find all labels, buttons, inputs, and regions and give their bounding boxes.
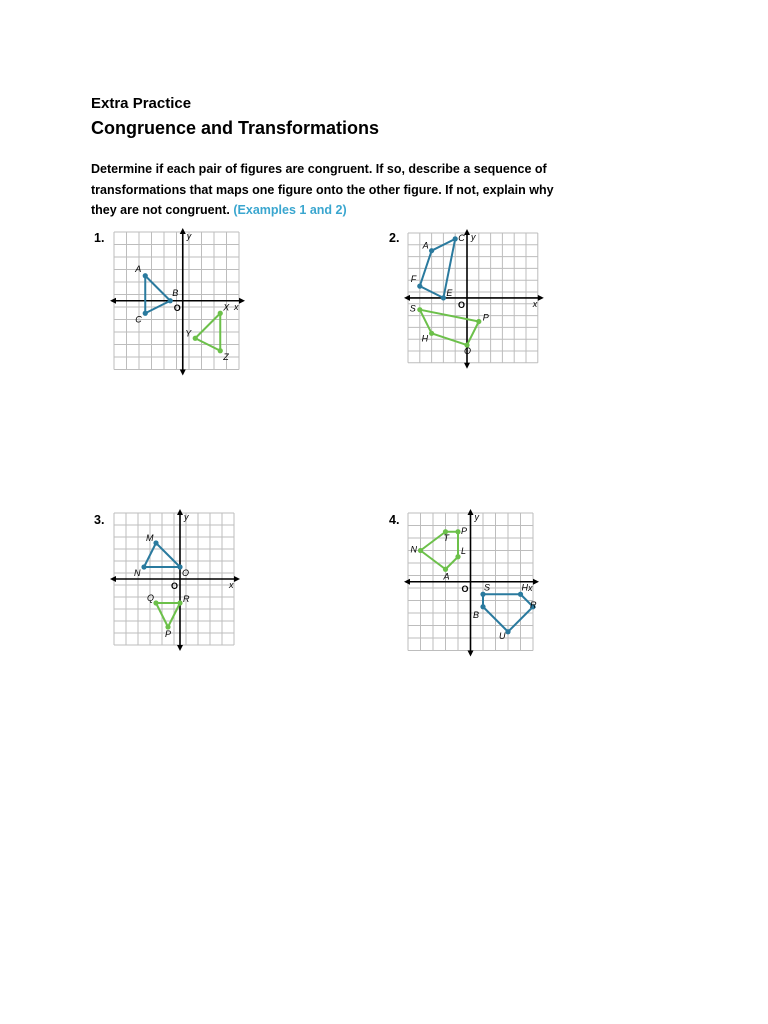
problem-3-number: 3. [94,513,105,527]
vertex-label-L: L [461,545,467,556]
vertex-B [480,604,485,609]
vertex-label-O: O [182,568,190,578]
vertex-label-A: A [422,240,429,251]
y-axis-arrow-down [177,645,183,651]
vertex-label-R: R [530,599,537,610]
vertex-label-P: P [482,312,489,323]
vertex-A [143,273,148,278]
x-axis-label: x [229,580,234,590]
x-axis-arrow-left [110,576,116,582]
vertex-Y [193,336,198,341]
vertex-label-M: M [146,533,154,543]
x-axis-arrow-right [234,576,240,582]
problem-1-graph [108,225,248,365]
vertex-label-N: N [134,568,141,578]
y-axis-label: y [474,512,479,522]
vertex-M [153,540,158,545]
vertex-H [429,331,434,336]
vertex-label-Z: Z [223,351,229,362]
problem-1-number: 1. [94,231,105,245]
x-axis-label: x [532,298,538,309]
vertex-label-H: H [521,582,528,593]
x-axis-arrow-right [538,295,544,301]
vertex-label-Y: Y [185,328,192,339]
y-axis-arrow-up [180,228,186,234]
vertex-label-F: F [410,274,417,285]
y-axis-arrow-up [464,229,470,235]
x-axis-arrow-left [404,579,410,585]
x-axis-arrow-right [533,579,539,585]
y-axis-label: y [186,231,192,241]
x-axis-arrow-left [110,298,116,304]
figure-green [156,603,180,627]
vertex-label-N: N [410,544,417,555]
instructions [91,159,561,221]
vertex-P [476,319,481,324]
vertex-label-X: X [223,302,230,313]
subtitle: Extra Practice [91,95,192,112]
origin-label: O [173,302,181,313]
x-axis-arrow-right [239,298,245,304]
vertex-E [441,295,446,300]
page-title: Congruence and Transformations [91,118,380,138]
vertex-label-U: U [499,630,506,641]
vertex-A [429,248,434,253]
vertex-R [177,600,182,605]
examples-reference: (Examples 1 and 2) [233,203,347,217]
vertex-label-S: S [409,303,416,314]
problem-2-graph [402,225,542,365]
y-axis-label: y [184,512,189,522]
vertex-label-O: O [464,346,472,357]
vertex-B [168,298,173,303]
y-axis-arrow-up [468,509,474,515]
vertex-P [455,529,460,534]
vertex-Z [218,348,223,353]
y-axis-arrow-down [180,370,186,376]
y-axis-arrow-down [468,651,474,657]
vertex-label-B: B [473,609,480,620]
vertex-label-R: R [183,594,190,604]
y-axis-label: y [471,232,476,242]
origin-label: O [461,583,469,594]
problem-4-number: 4. [389,513,400,527]
vertex-label-C: C [458,232,465,243]
vertex-S [480,592,485,597]
y-axis-arrow-up [177,509,183,515]
vertex-X [218,311,223,316]
x-axis-label: x [234,301,239,312]
x-axis-label: x [528,582,533,593]
vertex-label-T: T [443,532,449,543]
vertex-label-E: E [446,287,453,298]
instructions-text: Determine if each pair of figures are congruent. If so, describe a sequence of transformations that maps one figure onto the other figure. If not, explain why they are not congruent. [91,162,554,217]
vertex-Q [153,600,158,605]
vertex-label-A: A [135,263,142,274]
vertex-S [417,307,422,312]
vertex-label-H: H [421,333,429,344]
vertex-N [418,548,423,553]
vertex-N [141,564,146,569]
origin-label: O [458,299,466,310]
vertex-label-B: B [172,287,179,298]
problem-4-graph [402,506,542,646]
origin-label: O [171,581,179,591]
x-axis-arrow-left [404,295,410,301]
vertex-H [518,592,523,597]
vertex-label-P: P [461,525,468,536]
vertex-label-C: C [135,314,142,325]
vertex-label-S: S [484,582,491,593]
vertex-label-A: A [443,571,450,582]
vertex-U [505,629,510,634]
problem-2-number: 2. [389,231,400,245]
vertex-C [453,236,458,241]
vertex-label-P: P [165,629,172,639]
y-axis-arrow-down [464,363,470,369]
problem-3-graph [108,506,248,646]
vertex-F [417,284,422,289]
vertex-L [455,554,460,559]
vertex-label-Q: Q [147,593,155,603]
vertex-C [143,311,148,316]
